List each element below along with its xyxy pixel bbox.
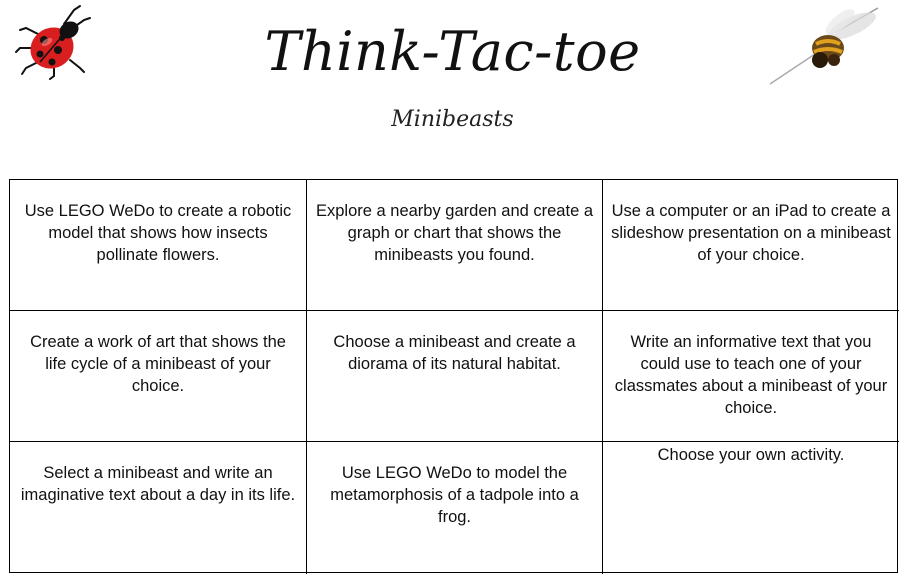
grid-cell-4: Create a work of art that shows the life cycle of a minibeast of your choice.	[10, 311, 307, 442]
grid-cell-8: Use LEGO WeDo to model the metamorphosis of a tadpole into a frog.	[307, 442, 603, 574]
grid-cell-1: Use LEGO WeDo to create a robotic model that shows how insects pollinate flowers.	[10, 180, 307, 311]
grid-cell-9: Choose your own activity.	[657, 446, 845, 464]
think-tac-toe-grid	[9, 179, 898, 573]
grid-cell-3: Use a computer or an iPad to create a slideshow presentation on a minibeast of your choice.	[603, 180, 899, 311]
page-title: Think-Tac-toe	[264, 20, 641, 83]
page-subtitle: Minibeasts	[391, 107, 514, 132]
grid-cell-2: Explore a nearby garden and create a graph or chart that shows the minibeasts you found.	[307, 180, 603, 311]
grid-cell-7: Select a minibeast and write an imaginative text about a day in its life.	[10, 442, 307, 574]
grid-cell-6: Write an informative text that you could use to teach one of your classmates about a minibeast of your choice.	[603, 311, 899, 442]
grid-cell-5: Choose a minibeast and create a diorama of its natural habitat.	[307, 311, 603, 442]
